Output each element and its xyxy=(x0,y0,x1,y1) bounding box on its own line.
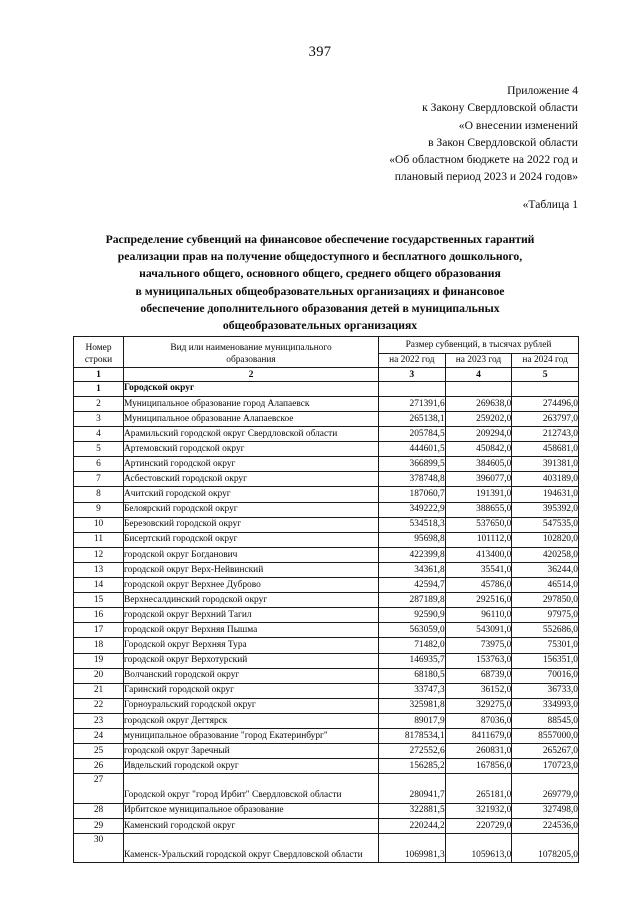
amount-2024-cell: 75301,0 xyxy=(512,638,579,653)
entity-name-cell: Муниципальное образование Алапаевское xyxy=(124,412,379,427)
table-row xyxy=(74,472,579,487)
amount-2023-cell: 260831,0 xyxy=(445,744,512,759)
row-number-cell: 9 xyxy=(74,502,124,517)
page-number: 397 xyxy=(308,44,332,60)
row-number-cell: 24 xyxy=(74,728,124,743)
amount-2024-cell: 263797,0 xyxy=(512,412,579,427)
entity-name-cell: Асбестовский городской округ xyxy=(124,472,379,487)
title-line-6: общеобразовательных организациях xyxy=(222,319,418,333)
table-row xyxy=(74,728,579,743)
table-row xyxy=(74,653,579,668)
amount-2022-cell: 287189,8 xyxy=(379,593,446,608)
row-number-cell: 22 xyxy=(74,698,124,713)
amount-2024-cell: 46514,0 xyxy=(512,578,579,593)
table-row xyxy=(74,623,579,638)
header-row-column-numbers xyxy=(74,367,579,381)
entity-name-cell: Верхнесалдинский городской округ xyxy=(124,593,379,608)
amount-2023-cell: 265181,0 xyxy=(445,774,512,804)
row-number-cell: 20 xyxy=(74,668,124,683)
amount-2023-cell: 396077,0 xyxy=(445,472,512,487)
amount-2022-cell: 349222,9 xyxy=(379,502,446,517)
amount-2023-cell: 537650,0 xyxy=(445,517,512,532)
row-number-cell: 11 xyxy=(74,532,124,547)
row-number-cell: 26 xyxy=(74,759,124,774)
amount-2024-cell: 70016,0 xyxy=(512,668,579,683)
row-number-cell: 29 xyxy=(74,818,124,833)
entity-name-cell: городской округ Верхняя Пышма xyxy=(124,623,379,638)
table-row xyxy=(74,547,579,562)
table-row xyxy=(74,487,579,502)
table-row xyxy=(74,833,579,863)
amount-2024-cell: 274496,0 xyxy=(512,396,579,411)
table-row xyxy=(74,608,579,623)
row-number-cell: 12 xyxy=(74,547,124,562)
amount-2024-cell: 458681,0 xyxy=(512,442,579,457)
table-row xyxy=(74,774,579,804)
amount-2023-cell: 73975,0 xyxy=(445,638,512,653)
table-row xyxy=(74,517,579,532)
amount-2023-cell: 153763,0 xyxy=(445,653,512,668)
title-line-1: Распределение субвенций на финансовое обеспечение государственных гарантий xyxy=(105,233,535,246)
appendix-reference-block xyxy=(238,82,578,186)
table-row xyxy=(74,803,579,818)
table-row xyxy=(74,593,579,608)
amount-2024-cell: 297850,0 xyxy=(512,593,579,608)
amount-2024-cell: 1078205,0 xyxy=(512,833,579,863)
table-row xyxy=(74,683,579,698)
amount-2024-cell: 269779,0 xyxy=(512,774,579,804)
header-year-2024: на 2024 год xyxy=(512,354,579,367)
row-number-cell: 14 xyxy=(74,578,124,593)
amount-2024-cell: 8557000,0 xyxy=(512,728,579,743)
table-row xyxy=(74,412,579,427)
row-number-cell: 2 xyxy=(74,396,124,411)
amount-2023-cell: 1059613,0 xyxy=(445,833,512,863)
amount-2023-cell: 269638,0 xyxy=(445,396,512,411)
row-number-cell: 23 xyxy=(74,713,124,728)
entity-name-cell: муниципальное образование "город Екатеринбург" xyxy=(124,728,379,743)
amount-2022-cell: 146935,7 xyxy=(379,653,446,668)
row-number-cell: 7 xyxy=(74,472,124,487)
amount-2024-cell: 224536,0 xyxy=(512,818,579,833)
amount-2022-cell: 8178534,1 xyxy=(379,728,446,743)
amount-2023-cell: 220729,0 xyxy=(445,818,512,833)
table-row xyxy=(74,668,579,683)
entity-name-cell: Городской округ xyxy=(124,381,379,396)
amount-2024-cell: 36244,0 xyxy=(512,562,579,577)
entity-name-cell: Белоярский городской округ xyxy=(124,502,379,517)
subventions-table-container xyxy=(73,336,578,863)
appendix-line-4: в Закон Свердловской области xyxy=(428,135,578,149)
row-number-cell: 21 xyxy=(74,683,124,698)
row-number-cell: 5 xyxy=(74,442,124,457)
entity-name-cell: Арамильский городской округ Свердловской области xyxy=(124,427,379,442)
header-year-2022: на 2022 год xyxy=(379,354,446,367)
amount-2024-cell: 170723,0 xyxy=(512,759,579,774)
entity-name-cell: городской округ Верхний Тагил xyxy=(124,608,379,623)
header-row-number-line-1: Номер xyxy=(85,343,112,353)
table-row xyxy=(74,562,579,577)
amount-2022-cell: 534518,3 xyxy=(379,517,446,532)
amount-2024-cell: 327498,0 xyxy=(512,803,579,818)
table-row xyxy=(74,713,579,728)
title-line-3: начального общего, основного общего, среднего общего образования xyxy=(139,267,501,281)
table-row xyxy=(74,578,579,593)
header-amount-group: Размер субвенций, в тысячах рублей xyxy=(379,337,579,354)
amount-2023-cell: 8411679,0 xyxy=(445,728,512,743)
amount-2024-cell: 102820,0 xyxy=(512,532,579,547)
amount-2022-cell: 220244,2 xyxy=(379,818,446,833)
header-entity-name xyxy=(124,337,379,368)
table-row xyxy=(74,744,579,759)
amount-2023-cell: 259202,0 xyxy=(445,412,512,427)
amount-2022-cell: 33747,3 xyxy=(379,683,446,698)
column-number-3: 3 xyxy=(379,367,446,381)
header-row-number-line-2: строки xyxy=(84,355,113,366)
table-row xyxy=(74,427,579,442)
amount-2023-cell: 292516,0 xyxy=(445,593,512,608)
entity-name-cell: Муниципальное образование город Алапаевск xyxy=(124,396,379,411)
amount-2022-cell: 34361,8 xyxy=(379,562,446,577)
amount-2022-cell: 42594,7 xyxy=(379,578,446,593)
amount-2024-cell xyxy=(512,381,579,396)
amount-2023-cell: 36152,0 xyxy=(445,683,512,698)
amount-2024-cell: 212743,0 xyxy=(512,427,579,442)
amount-2022-cell: 366899,5 xyxy=(379,457,446,472)
amount-2024-cell: 194631,0 xyxy=(512,487,579,502)
table-body xyxy=(74,381,579,863)
row-number-cell: 19 xyxy=(74,653,124,668)
document-title xyxy=(68,231,572,334)
row-number-cell: 17 xyxy=(74,623,124,638)
table-reference-label: «Таблица 1 xyxy=(522,198,578,211)
appendix-line-2: к Закону Свердловской области xyxy=(422,101,578,115)
title-line-5: обеспечение дополнительного образования детей в муниципальных xyxy=(140,301,500,315)
amount-2023-cell: 167856,0 xyxy=(445,759,512,774)
appendix-line-6: плановый период 2023 и 2024 годов» xyxy=(394,170,578,184)
amount-2023-cell: 321932,0 xyxy=(445,803,512,818)
amount-2022-cell: 187060,7 xyxy=(379,487,446,502)
header-entity-line-2: образования xyxy=(226,355,276,366)
table-row xyxy=(74,381,579,396)
appendix-line-3: «О внесении изменений xyxy=(458,118,578,132)
amount-2024-cell: 156351,0 xyxy=(512,653,579,668)
entity-name-cell: Бисертский городской округ xyxy=(124,532,379,547)
amount-2022-cell: 71482,0 xyxy=(379,638,446,653)
row-number-cell: 27 xyxy=(74,774,124,804)
appendix-line-5: «Об областном бюджете на 2022 год и xyxy=(389,153,578,167)
amount-2023-cell: 96110,0 xyxy=(445,608,512,623)
amount-2023-cell: 388655,0 xyxy=(445,502,512,517)
amount-2024-cell: 334993,0 xyxy=(512,698,579,713)
table-row xyxy=(74,396,579,411)
amount-2022-cell: 563059,0 xyxy=(379,623,446,638)
entity-name-cell: городской округ Верхотурский xyxy=(124,653,379,668)
title-line-2: реализации прав на получение общедоступного и бесплатного дошкольного, xyxy=(117,250,523,264)
entity-name-cell: Городской округ Верхняя Тура xyxy=(124,638,379,653)
table-row xyxy=(74,759,579,774)
amount-2024-cell: 395392,0 xyxy=(512,502,579,517)
table-row xyxy=(74,457,579,472)
row-number-cell: 8 xyxy=(74,487,124,502)
entity-name-cell: Каменск-Уральский городской округ Свердловской области xyxy=(124,833,379,863)
amount-2022-cell: 444601,5 xyxy=(379,442,446,457)
entity-name-cell: Ивдельский городской округ xyxy=(124,759,379,774)
title-line-4: в муниципальных общеобразовательных организациях и финансовое xyxy=(135,284,505,298)
row-number-cell: 1 xyxy=(74,381,124,396)
amount-2023-cell: 101112,0 xyxy=(445,532,512,547)
entity-name-cell: городской округ Богданович xyxy=(124,547,379,562)
amount-2022-cell: 92590,9 xyxy=(379,608,446,623)
subventions-table xyxy=(73,336,579,863)
amount-2022-cell xyxy=(379,381,446,396)
row-number-cell: 18 xyxy=(74,638,124,653)
header-row-number xyxy=(74,337,124,368)
column-number-5: 5 xyxy=(512,367,579,381)
entity-name-cell: городской округ Верхнее Дуброво xyxy=(124,578,379,593)
row-number-cell: 10 xyxy=(74,517,124,532)
row-number-cell: 30 xyxy=(74,833,124,863)
entity-name-cell: городской округ Заречный xyxy=(124,744,379,759)
amount-2023-cell: 35541,0 xyxy=(445,562,512,577)
amount-2024-cell: 88545,0 xyxy=(512,713,579,728)
amount-2024-cell: 552686,0 xyxy=(512,623,579,638)
header-entity-line-1: Вид или наименование муниципального xyxy=(170,343,332,353)
amount-2022-cell: 205784,5 xyxy=(379,427,446,442)
amount-2024-cell: 403189,0 xyxy=(512,472,579,487)
row-number-cell: 16 xyxy=(74,608,124,623)
amount-2022-cell: 378748,8 xyxy=(379,472,446,487)
table-row xyxy=(74,698,579,713)
amount-2023-cell: 413400,0 xyxy=(445,547,512,562)
entity-name-cell: Горноуральский городской округ xyxy=(124,698,379,713)
header-row-main xyxy=(74,337,579,354)
table-row xyxy=(74,502,579,517)
entity-name-cell: Артемовский городской округ xyxy=(124,442,379,457)
table-row xyxy=(74,442,579,457)
amount-2022-cell: 422399,8 xyxy=(379,547,446,562)
entity-name-cell: городской округ Дегтярск xyxy=(124,713,379,728)
table-row xyxy=(74,532,579,547)
amount-2023-cell: 329275,0 xyxy=(445,698,512,713)
amount-2023-cell: 45786,0 xyxy=(445,578,512,593)
amount-2022-cell: 322881,5 xyxy=(379,803,446,818)
entity-name-cell: Каменский городской округ xyxy=(124,818,379,833)
amount-2022-cell: 265138,1 xyxy=(379,412,446,427)
amount-2023-cell xyxy=(445,381,512,396)
entity-name-cell: Гаринский городской округ xyxy=(124,683,379,698)
amount-2024-cell: 420258,0 xyxy=(512,547,579,562)
amount-2023-cell: 209294,0 xyxy=(445,427,512,442)
entity-name-cell: Городской округ "город Ирбит" Свердловской области xyxy=(124,774,379,804)
appendix-line-1: Приложение 4 xyxy=(507,84,578,97)
table-row xyxy=(74,818,579,833)
amount-2023-cell: 68739,0 xyxy=(445,668,512,683)
amount-2024-cell: 391381,0 xyxy=(512,457,579,472)
row-number-cell: 3 xyxy=(74,412,124,427)
amount-2023-cell: 543091,0 xyxy=(445,623,512,638)
header-year-2023: на 2023 год xyxy=(445,354,512,367)
amount-2023-cell: 191391,0 xyxy=(445,487,512,502)
amount-2024-cell: 36733,0 xyxy=(512,683,579,698)
amount-2023-cell: 384605,0 xyxy=(445,457,512,472)
column-number-1: 1 xyxy=(74,367,124,381)
entity-name-cell: городской округ Верх-Нейвинский xyxy=(124,562,379,577)
amount-2022-cell: 272552,6 xyxy=(379,744,446,759)
amount-2024-cell: 97975,0 xyxy=(512,608,579,623)
amount-2023-cell: 87036,0 xyxy=(445,713,512,728)
entity-name-cell: Ирбитское муниципальное образование xyxy=(124,803,379,818)
amount-2022-cell: 280941,7 xyxy=(379,774,446,804)
column-number-4: 4 xyxy=(445,367,512,381)
amount-2022-cell: 68180,5 xyxy=(379,668,446,683)
amount-2023-cell: 450842,0 xyxy=(445,442,512,457)
amount-2022-cell: 89017,9 xyxy=(379,713,446,728)
table-row xyxy=(74,638,579,653)
amount-2022-cell: 156285,2 xyxy=(379,759,446,774)
amount-2022-cell: 1069981,3 xyxy=(379,833,446,863)
amount-2022-cell: 271391,6 xyxy=(379,396,446,411)
row-number-cell: 25 xyxy=(74,744,124,759)
amount-2024-cell: 547535,0 xyxy=(512,517,579,532)
entity-name-cell: Ачитский городской округ xyxy=(124,487,379,502)
amount-2024-cell: 265267,0 xyxy=(512,744,579,759)
amount-2022-cell: 95698,8 xyxy=(379,532,446,547)
row-number-cell: 13 xyxy=(74,562,124,577)
row-number-cell: 4 xyxy=(74,427,124,442)
table-head xyxy=(74,337,579,382)
row-number-cell: 28 xyxy=(74,803,124,818)
entity-name-cell: Артинский городской округ xyxy=(124,457,379,472)
row-number-cell: 15 xyxy=(74,593,124,608)
amount-2022-cell: 325981,8 xyxy=(379,698,446,713)
entity-name-cell: Березовский городской округ xyxy=(124,517,379,532)
row-number-cell: 6 xyxy=(74,457,124,472)
column-number-2: 2 xyxy=(124,367,379,381)
entity-name-cell: Волчанский городской округ xyxy=(124,668,379,683)
